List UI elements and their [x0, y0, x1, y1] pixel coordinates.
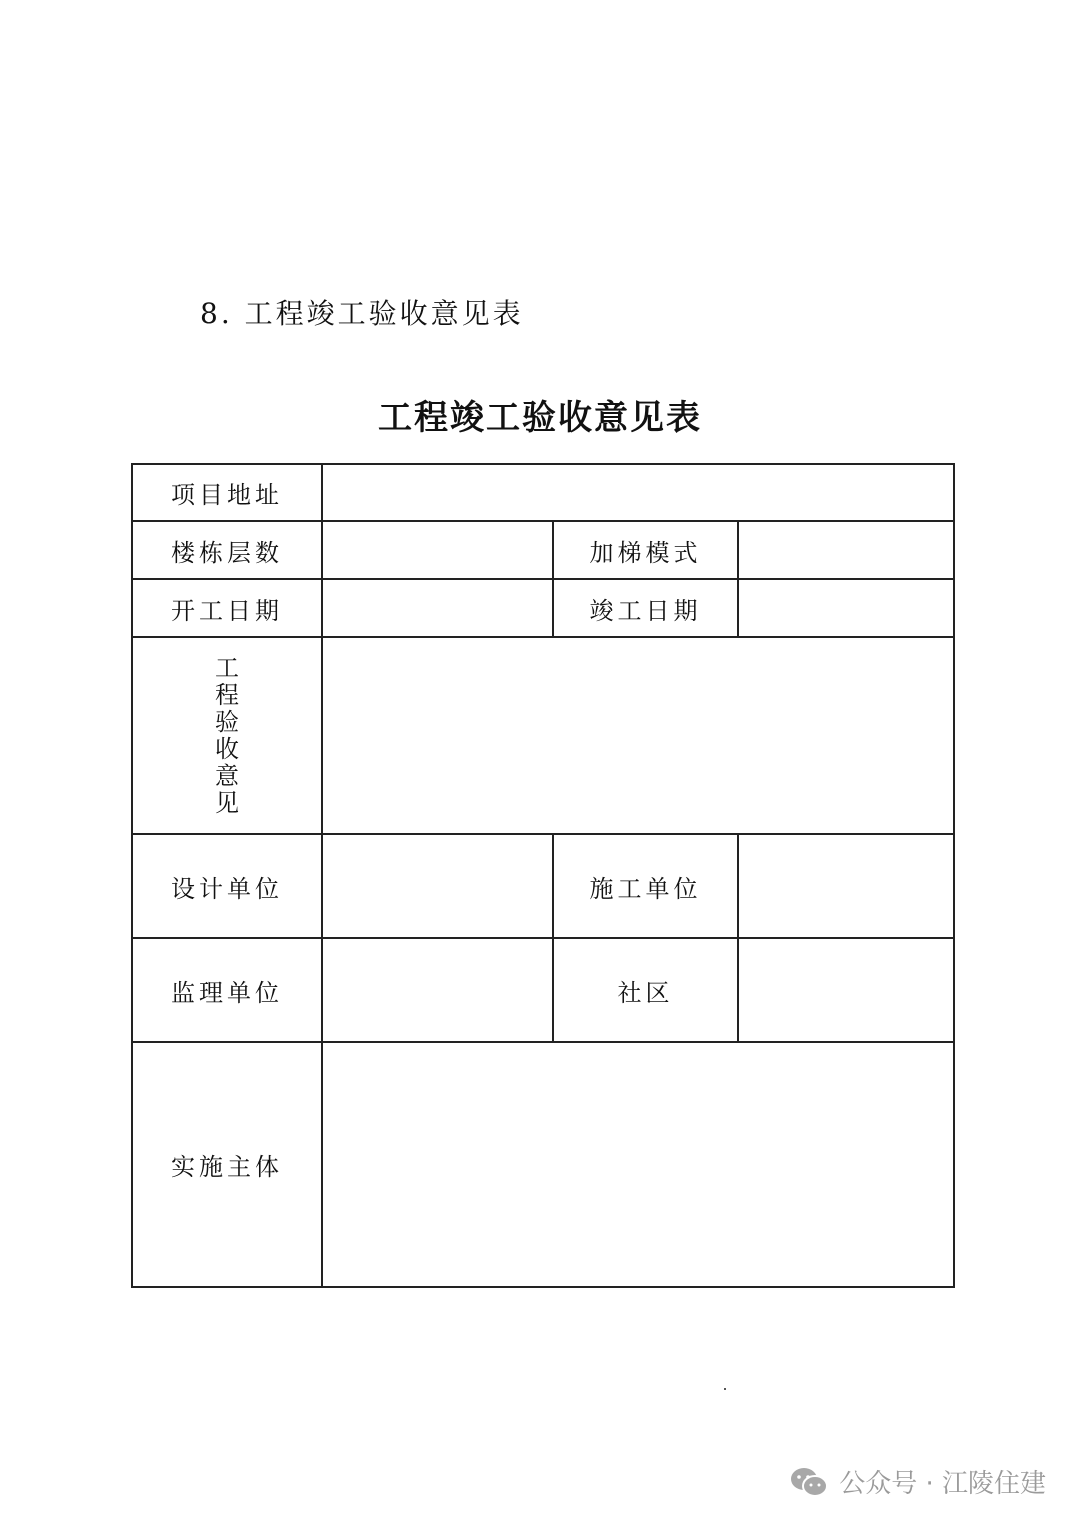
field-acceptance-opinion[interactable] [322, 637, 954, 834]
label-completion-date: 竣工日期 [553, 579, 738, 637]
acceptance-opinion-vertical-label [212, 655, 242, 817]
field-community[interactable] [738, 938, 954, 1042]
watermark-text: 公众号 · 江陵住建 [839, 1469, 1046, 1499]
label-start-date: 开工日期 [132, 579, 322, 637]
document-title: 工程竣工验收意见表 [378, 398, 702, 438]
row-design-construction [132, 834, 954, 938]
opinion-char: 程 [215, 680, 239, 709]
field-implementing-entity[interactable] [322, 1042, 954, 1287]
row-building-floors [132, 521, 954, 579]
wechat-icon [789, 1466, 829, 1498]
acceptance-form-table [131, 463, 955, 1288]
opinion-char: 验 [215, 707, 239, 736]
label-design-unit: 设计单位 [132, 834, 322, 938]
opinion-char: 工 [215, 653, 239, 682]
watermark [789, 1463, 1046, 1500]
opinion-char: 意 [215, 761, 239, 790]
label-elevator-mode: 加梯模式 [553, 521, 738, 579]
label-supervision-unit: 监理单位 [132, 938, 322, 1042]
opinion-char: 见 [215, 788, 239, 817]
row-project-address [132, 464, 954, 521]
field-building-floors[interactable] [322, 521, 553, 579]
label-community: 社区 [553, 938, 738, 1042]
field-design-unit[interactable] [322, 834, 553, 938]
label-implementing-entity: 实施主体 [132, 1042, 322, 1287]
field-completion-date[interactable] [738, 579, 954, 637]
label-building-floors: 楼栋层数 [132, 521, 322, 579]
label-project-address: 项目地址 [132, 464, 322, 521]
field-construction-unit[interactable] [738, 834, 954, 938]
row-implementing-entity [132, 1042, 954, 1287]
label-acceptance-opinion [132, 637, 322, 834]
row-acceptance-opinion [132, 637, 954, 834]
section-heading: 8. 工程竣工验收意见表 [200, 297, 524, 330]
field-start-date[interactable] [322, 579, 553, 637]
scan-dot [724, 1388, 726, 1390]
field-elevator-mode[interactable] [738, 521, 954, 579]
label-construction-unit: 施工单位 [553, 834, 738, 938]
field-supervision-unit[interactable] [322, 938, 553, 1042]
opinion-char: 收 [215, 734, 239, 763]
row-supervision-community [132, 938, 954, 1042]
field-project-address[interactable] [322, 464, 954, 521]
row-dates [132, 579, 954, 637]
